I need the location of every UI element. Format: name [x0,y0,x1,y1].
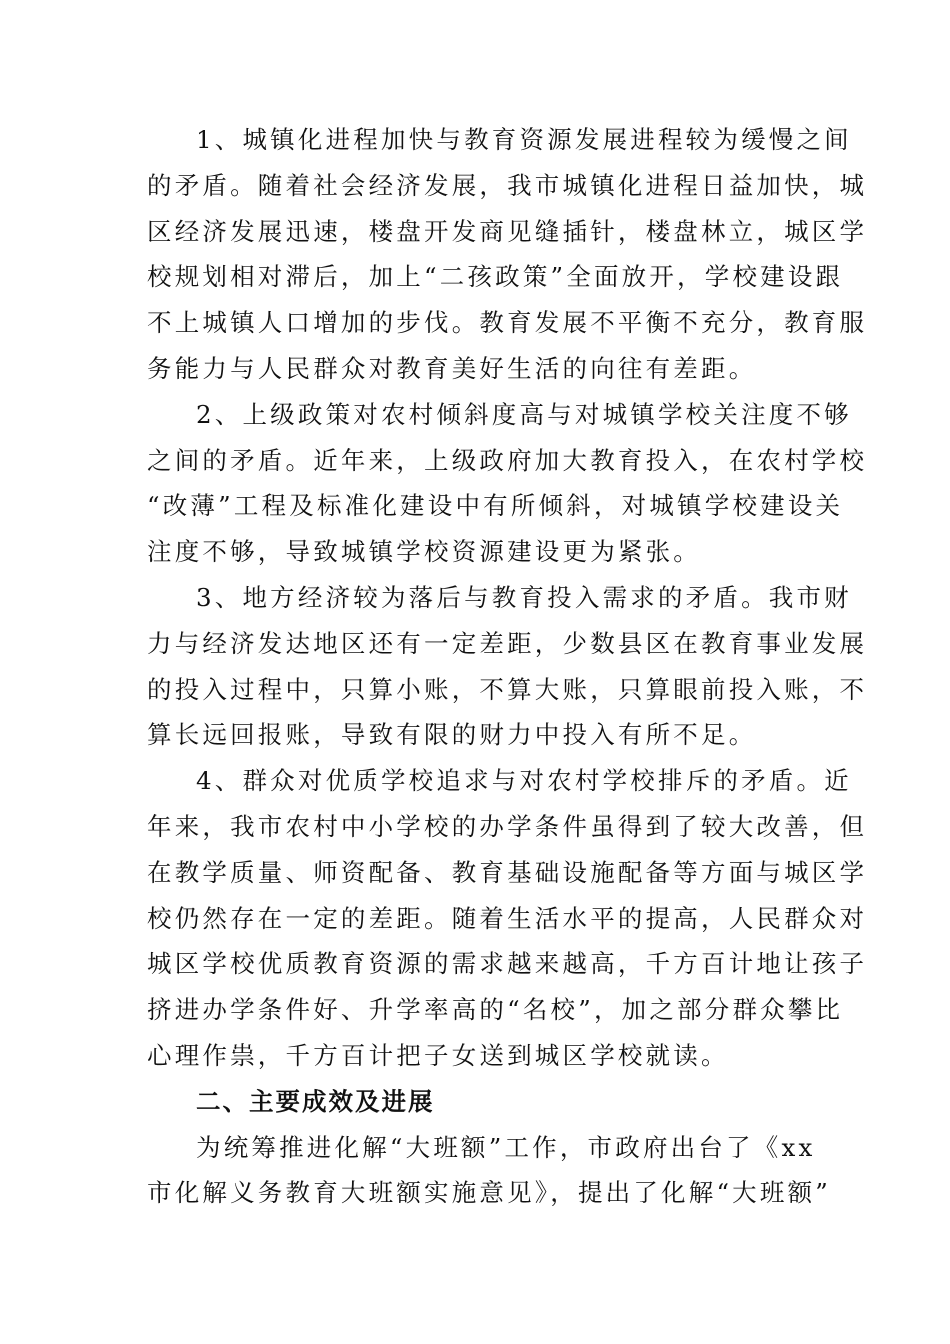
paragraph-line: 之间的矛盾。近年来，上级政府加大教育投入，在农村学校 [147,445,868,475]
paragraph-line: 城区学校优质教育资源的需求越来越高，千方百计地让孩子 [147,949,868,979]
paragraph-line: 区经济发展迅速，楼盘开发商见缝插针，楼盘林立，城区学 [147,216,868,246]
paragraph-5 [147,1125,831,1217]
paragraph-line: 4、群众对优质学校追求与对农村学校排斥的矛盾。近 [196,766,852,796]
paragraph-line: 的矛盾。随着社会经济发展，我市城镇化进程日益加快，城 [147,170,868,200]
paragraph-line: 注度不够，导致城镇学校资源建设更为紧张。 [147,537,701,567]
paragraph-line: 务能力与人民群众对教育美好生活的向往有差距。 [147,353,757,383]
paragraph-line: 力与经济发达地区还有一定差距，少数县区在教育事业发展 [147,628,868,658]
section-heading: 二、主要成效及进展 [196,1086,435,1116]
paragraph-line: “改薄”工程及标准化建设中有所倾斜，对城镇学校建设关 [147,491,844,521]
paragraph-line: 年来，我市农村中小学校的办学条件虽得到了较大改善，但 [147,811,868,841]
paragraph-line: 算长远回报账，导致有限的财力中投入有所不足。 [147,720,757,750]
paragraph-line: 为统筹推进化解“大班额”工作，市政府出台了《xx [196,1132,816,1162]
paragraph-line: 2、上级政策对农村倾斜度高与对城镇学校关注度不够 [196,399,852,429]
paragraph-line: 在教学质量、师资配备、教育基础设施配备等方面与城区学 [147,857,868,887]
paragraph-4 [147,758,868,1079]
paragraph-line: 3、地方经济较为落后与教育投入需求的矛盾。我市财 [196,582,852,612]
paragraph-line: 校规划相对滞后，加上“二孩政策”全面放开，学校建设跟 [147,262,844,292]
paragraph-line: 心理作祟，千方百计把子女送到城区学校就读。 [147,1040,729,1070]
paragraph-line: 市化解义务教育大班额实施意见》，提出了化解“大班额” [147,1178,831,1208]
paragraph-1 [147,117,868,392]
paragraph-line: 的投入过程中，只算小账，不算大账，只算眼前投入账，不 [147,674,868,704]
paragraph-line: 不上城镇人口增加的步伐。教育发展不平衡不充分，教育服 [147,308,868,338]
paragraph-line: 挤进办学条件好、升学率高的“名校”，加之部分群众攀比 [147,995,844,1025]
document-body [147,117,868,1216]
paragraph-2 [147,392,868,575]
paragraph-3 [147,575,868,758]
paragraph-line: 1、城镇化进程加快与教育资源发展进程较为缓慢之间 [196,125,852,154]
paragraph-line: 校仍然存在一定的差距。随着生活水平的提高，人民群众对 [147,903,868,933]
